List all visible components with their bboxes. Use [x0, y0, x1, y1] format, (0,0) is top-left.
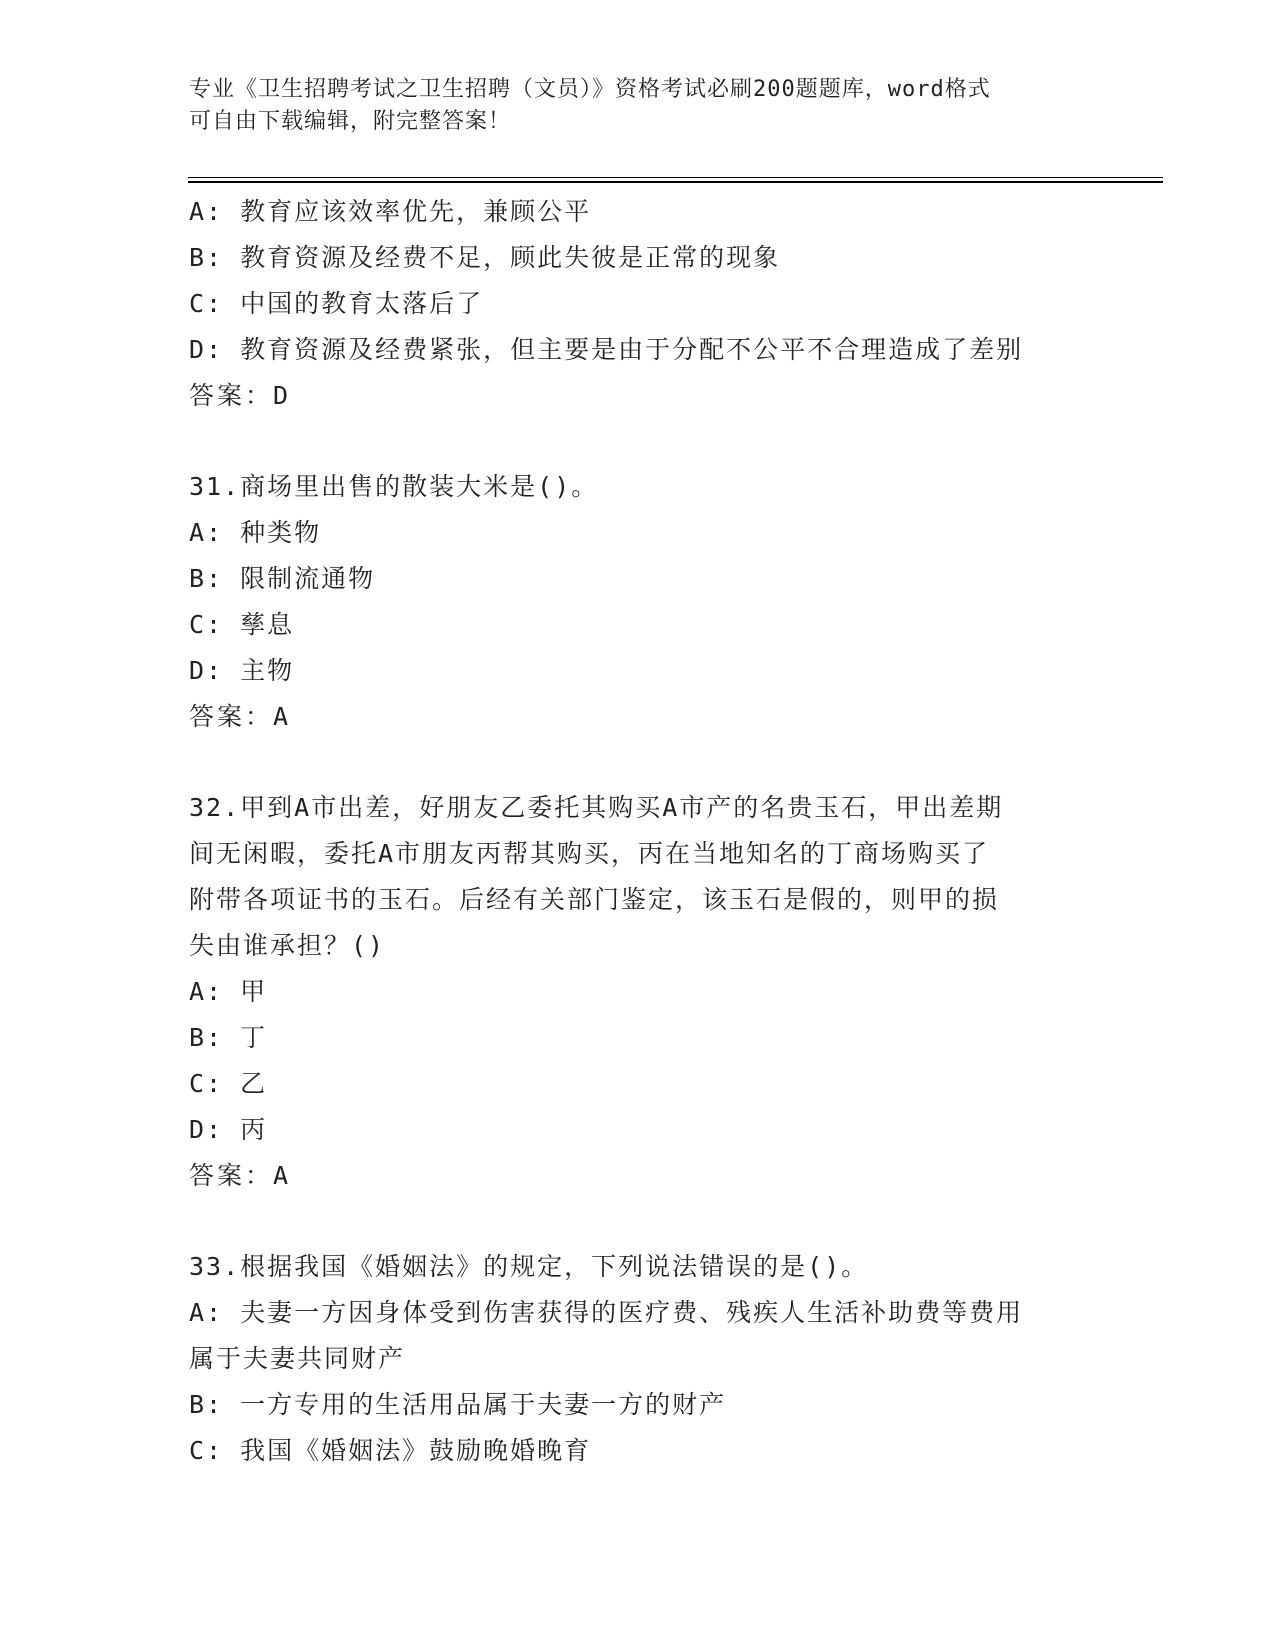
option-d: D: 主物: [189, 656, 295, 685]
question-stem-line-1: 32.甲到A市出差，好朋友乙委托其购买A市产的名贵玉石，甲出差期: [189, 793, 1004, 822]
header-line-1: 专业《卫生招聘考试之卫生招聘（文员）》资格考试必刷200题题库，word格式: [189, 77, 991, 102]
option-d: D: 丙: [189, 1115, 268, 1144]
option-b: B: 一方专用的生活用品属于夫妻一方的财产: [189, 1390, 727, 1419]
option-c: C: 乙: [189, 1069, 268, 1098]
answer-line: 答案：A: [189, 702, 292, 731]
option-a: A: 甲: [189, 977, 268, 1006]
answer-line: 答案：D: [189, 381, 292, 410]
header-line-2: 可自由下载编辑，附完整答案！: [189, 109, 512, 134]
document-header: [189, 74, 1069, 138]
question-stem: 33.根据我国《婚姻法》的规定，下列说法错误的是()。: [189, 1252, 869, 1281]
question-stem-line-2: 间无闲暇，委托A市朋友丙帮其购买，丙在当地知名的丁商场购买了: [189, 839, 990, 868]
option-d: D: 教育资源及经费紧张，但主要是由于分配不公平不合理造成了差别: [189, 335, 1024, 364]
option-a: A: 种类物: [189, 518, 322, 547]
option-b: B: 丁: [189, 1023, 268, 1052]
question-stem-line-4: 失由谁承担？(): [189, 931, 386, 960]
spacer: [189, 419, 1089, 464]
spacer: [189, 1199, 1089, 1244]
option-b: B: 教育资源及经费不足，顾此失彼是正常的现象: [189, 243, 781, 272]
answer-line: 答案：A: [189, 1161, 292, 1190]
option-c: C: 孳息: [189, 610, 295, 639]
option-b: B: 限制流通物: [189, 564, 376, 593]
divider-thin-line: [188, 177, 1163, 178]
option-c: C: 我国《婚姻法》鼓励晚婚晚育: [189, 1436, 592, 1465]
option-a-line-1: A: 夫妻一方因身体受到伤害获得的医疗费、残疾人生活补助费等费用: [189, 1298, 1024, 1327]
spacer: [189, 740, 1089, 785]
option-a-line-2: 属于夫妻共同财产: [189, 1344, 406, 1373]
question-stem-line-3: 附带各项证书的玉石。后经有关部门鉴定，该玉石是假的，则甲的损: [189, 885, 1000, 914]
option-a: A: 教育应该效率优先，兼顾公平: [189, 197, 592, 226]
question-31: [189, 464, 1089, 740]
question-33: [189, 1244, 1089, 1474]
divider-thick-line: [188, 181, 1163, 183]
question-list: [189, 189, 1089, 1474]
option-c: C: 中国的教育太落后了: [189, 289, 484, 318]
question-stem: 31.商场里出售的散装大米是()。: [189, 472, 599, 501]
prev-question-block: [189, 189, 1089, 419]
header-divider: [188, 177, 1163, 183]
question-32: [189, 785, 1089, 1199]
